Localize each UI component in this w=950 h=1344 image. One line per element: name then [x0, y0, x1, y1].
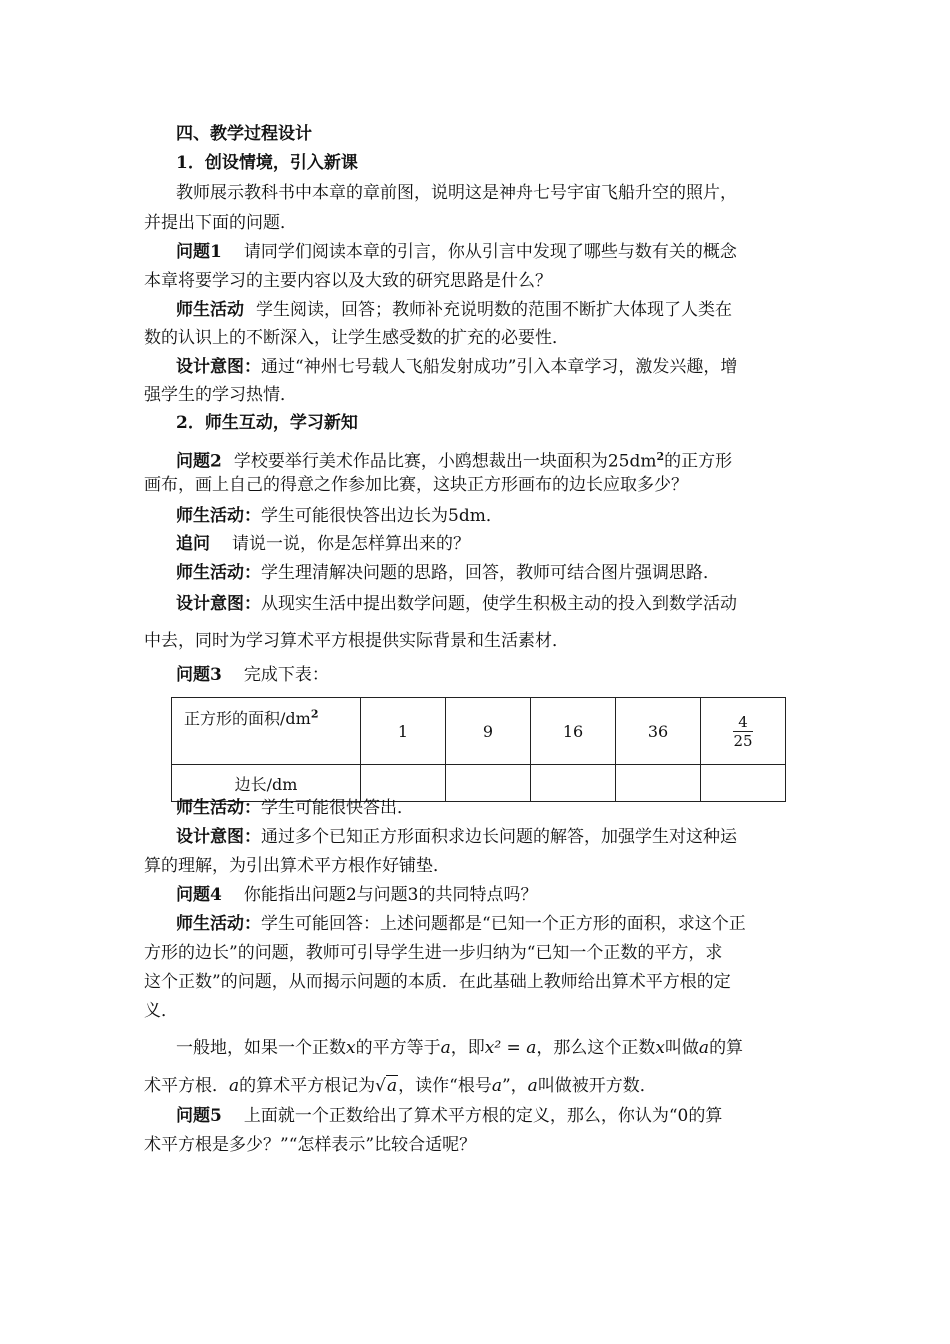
question-2-text: 学校要举行美术作品比赛，小鸥想裁出一块面积为25dm [233, 451, 657, 472]
activity-4-label: 师生活动： [176, 798, 261, 818]
area-header-superscript: 2 [310, 707, 319, 721]
subsection-title-1: 1．创设情境，引入新课 [176, 153, 358, 173]
variable-x: x [346, 1038, 356, 1058]
table-cell: 16 [531, 698, 616, 765]
table-cell-fraction [701, 698, 786, 765]
table-row [172, 698, 786, 765]
design-1-line-2: 强学生的学习热情． [144, 385, 297, 405]
design-3-text: 通过多个已知正方形面积求边长问题的解答，加强学生对这种运 [261, 827, 737, 847]
definition-text: ”， [501, 1076, 528, 1096]
design-2-text: 从现实生活中提出数学问题，使学生积极主动的投入到数学活动 [261, 594, 737, 614]
sqrt-symbol: √a [375, 1076, 398, 1096]
question-2-text-end: 的正方形 [664, 451, 733, 472]
definition-text: ，读作“根号 [398, 1076, 492, 1096]
variable-x: x [655, 1038, 665, 1058]
activity-5-line-4: 义． [144, 1001, 178, 1021]
activity-4-line [176, 797, 414, 819]
follow-up-text: 请说一说，你是怎样算出来的？ [232, 534, 470, 554]
question-1-text: 请同学们阅读本章的引言，你从引言中发现了哪些与数有关的概念 [243, 242, 737, 262]
question-4-line [176, 884, 537, 906]
question-1-line-1 [176, 241, 737, 263]
square-table [171, 697, 786, 802]
follow-up-label: 追问 [176, 534, 210, 554]
question-3-label: 问题3 [176, 665, 222, 685]
definition-text: 一般地，如果一个正数 [176, 1038, 346, 1058]
activity-2-line [176, 505, 503, 527]
area-header-text: 正方形的面积/dm [184, 709, 311, 728]
design-3-line-1 [176, 826, 737, 848]
activity-5-text: 学生可能回答：上述问题都是“已知一个正方形的面积，求这个正 [261, 914, 746, 934]
table-cell-empty[interactable] [361, 765, 446, 802]
design-2-line-1 [176, 593, 737, 615]
activity-3-line [176, 562, 720, 584]
fraction [733, 713, 752, 750]
follow-up-line [176, 533, 470, 555]
design-3-line-2: 算的理解，为引出算术平方根作好铺垫． [144, 856, 450, 876]
question-3-text: 完成下表： [243, 665, 329, 685]
variable-a: a [440, 1038, 451, 1058]
table-cell-empty[interactable] [701, 765, 786, 802]
activity-5-line-1 [176, 913, 746, 935]
question-4-label: 问题4 [176, 885, 222, 905]
definition-line-2 [144, 1075, 657, 1097]
activity-1-label: 师生活动 [176, 300, 244, 320]
table-cell-empty[interactable] [531, 765, 616, 802]
table-cell: 9 [446, 698, 531, 765]
variable-a: a [229, 1076, 240, 1096]
equation: x² = a [484, 1038, 537, 1058]
question-3-line [176, 664, 329, 686]
question-5-label: 问题5 [176, 1106, 222, 1126]
table-row [172, 765, 786, 802]
superscript-2: 2 [656, 450, 665, 463]
design-2-line-2: 中去，同时为学习算术平方根提供实际背景和生活素材． [144, 631, 569, 651]
activity-3-text: 学生理清解决问题的思路，回答，教师可结合图片强调思路． [261, 563, 720, 583]
activity-2-label: 师生活动： [176, 506, 261, 526]
question-2-line-1 [176, 446, 732, 473]
definition-line-1 [176, 1037, 743, 1059]
design-1-line-1 [176, 356, 737, 378]
definition-text: ，即 [450, 1038, 485, 1058]
question-5-line-1 [176, 1105, 722, 1127]
table-header-side: 边长/dm [172, 765, 361, 802]
definition-text: 的算术平方根记为 [239, 1076, 376, 1096]
activity-3-label: 师生活动： [176, 563, 261, 583]
definition-text: ，那么这个正数 [536, 1038, 656, 1058]
section-title: 四、教学过程设计 [176, 124, 312, 144]
table-cell-empty[interactable] [616, 765, 701, 802]
activity-5-label: 师生活动： [176, 914, 261, 934]
activity-1-line-2: 数的认识上的不断深入，让学生感受数的扩充的必要性． [144, 328, 569, 348]
question-1-label: 问题1 [176, 242, 222, 262]
definition-text: 术平方根． [144, 1076, 229, 1096]
design-1-label: 设计意图： [176, 357, 261, 377]
table-header-area [172, 698, 361, 765]
variable-a: a [698, 1038, 710, 1058]
question-2-line-2: 画布，画上自己的得意之作参加比赛，这块正方形画布的边长应取多少？ [144, 475, 688, 495]
activity-2-text: 学生可能很快答出边长为5dm． [261, 506, 503, 526]
activity-5-line-2: 方形的边长”的问题，教师可引导学生进一步归纳为“已知一个正数的平方，求 [144, 943, 723, 963]
definition-text: 叫做 [664, 1038, 699, 1058]
activity-1-text: 学生阅读，回答；教师补充说明数的范围不断扩大体现了人类在 [256, 300, 732, 320]
intro-line-2: 并提出下面的问题． [144, 213, 297, 233]
variable-a: a [491, 1076, 502, 1096]
question-5-line-2: 术平方根是多少？”“怎样表示”比较合适呢？ [144, 1135, 477, 1155]
variable-a: a [527, 1076, 538, 1096]
fraction-denominator: 25 [733, 731, 753, 750]
subsection-title-2: 2．师生互动，学习新知 [176, 413, 358, 433]
question-4-text: 你能指出问题2与问题3的共同特点吗？ [243, 885, 538, 905]
design-2-label: 设计意图： [176, 594, 261, 614]
activity-4-text: 学生可能很快答出． [261, 798, 414, 818]
question-1-line-2: 本章将要学习的主要内容以及大致的研究思路是什么？ [144, 271, 552, 291]
definition-text: 的平方等于 [355, 1038, 441, 1058]
design-1-text: 通过“神州七号载人飞船发射成功”引入本章学习，激发兴趣，增 [261, 357, 738, 377]
design-3-label: 设计意图： [176, 827, 261, 847]
intro-line-1: 教师展示教科书中本章的章前图，说明这是神舟七号宇宙飞船升空的照片， [176, 183, 737, 203]
table-cell: 1 [361, 698, 446, 765]
question-2-label: 问题2 [176, 451, 222, 472]
definition-text: 叫做被开方数． [537, 1076, 657, 1096]
definition-text: 的算 [709, 1038, 744, 1058]
table-cell-empty[interactable] [446, 765, 531, 802]
question-5-text: 上面就一个正数给出了算术平方根的定义，那么，你认为“0的算 [243, 1106, 723, 1126]
fraction-numerator: 4 [733, 713, 752, 732]
table-cell: 36 [616, 698, 701, 765]
activity-1-line-1 [176, 299, 732, 321]
activity-5-line-3: 这个正数”的问题，从而揭示问题的本质．在此基础上教师给出算术平方根的定 [144, 972, 731, 992]
sqrt-radicand: a [386, 1076, 398, 1096]
